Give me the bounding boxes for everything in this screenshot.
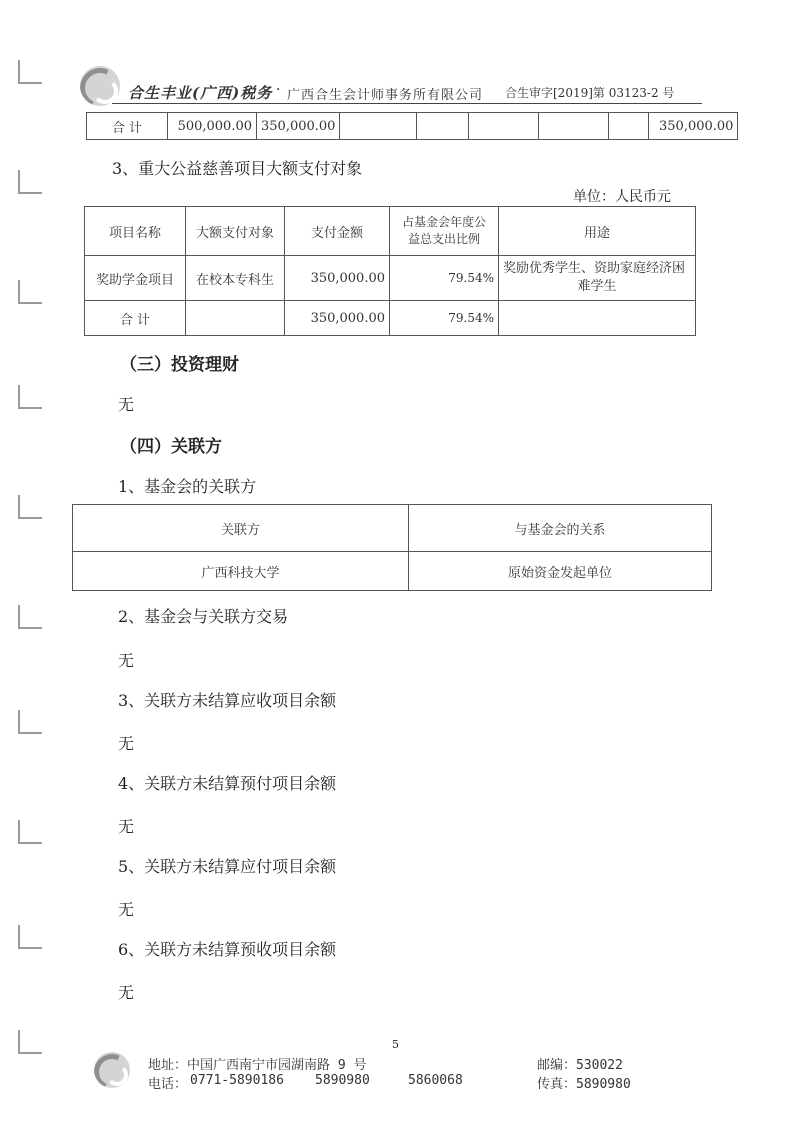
- header-rule: [112, 103, 702, 104]
- column-header: 支付金额: [285, 207, 390, 256]
- table-row: [73, 552, 712, 591]
- empty-cell: [469, 113, 539, 140]
- table-cell: 350,000.00: [285, 301, 390, 336]
- total-cell: 500,000.00: [168, 113, 257, 140]
- company-logo-icon: [80, 66, 120, 106]
- section-heading: （三）投资理财: [120, 355, 239, 375]
- footer-phone-label: 电话：: [148, 1077, 188, 1092]
- header-separator: ·: [276, 82, 281, 98]
- column-header: 用途: [499, 207, 696, 256]
- table-row: [85, 301, 696, 336]
- column-header: 关联方: [73, 505, 409, 552]
- column-header: [390, 207, 499, 256]
- empty-cell: [186, 301, 285, 336]
- table-cell: 原始资金发起单位: [409, 552, 712, 591]
- body-text: 无: [118, 983, 135, 1002]
- table-cell: 79.54%: [390, 301, 499, 336]
- body-text: 无: [118, 817, 135, 836]
- subheading: 6、关联方未结算预收项目余额: [118, 940, 337, 959]
- table-cell: [499, 256, 696, 301]
- binder-mark: [18, 605, 42, 629]
- binder-mark: [18, 385, 42, 409]
- subheading: 4、关联方未结算预付项目余额: [118, 774, 337, 793]
- footer-phone: 5890980: [315, 1073, 370, 1088]
- subheading: 2、基金会与关联方交易: [118, 607, 289, 626]
- footer-address: 地址：中国广西南宁市园湖南路 9 号: [148, 1058, 367, 1073]
- column-header: 项目名称: [85, 207, 186, 256]
- column-header: 大额支付对象: [186, 207, 285, 256]
- company-logo-icon: [94, 1052, 130, 1088]
- summary-table: [86, 112, 738, 140]
- cell-text-line: 奖励优秀学生、资助家庭经济困: [503, 261, 686, 276]
- empty-cell: [499, 301, 696, 336]
- header-doc-number: 合生审字[2019]第 03123-2 号: [505, 86, 675, 100]
- table-row: [87, 113, 738, 140]
- header-text-line: 占基金会年度公: [401, 215, 486, 229]
- header-text-line: 益总支出比例: [407, 232, 480, 246]
- empty-cell: [609, 113, 649, 140]
- table-row: [73, 505, 712, 552]
- footer-postcode: 邮编：530022: [537, 1058, 623, 1073]
- header-brand: 合生丰业(广西)税务: [128, 84, 273, 102]
- empty-cell: [539, 113, 609, 140]
- binder-mark: [18, 170, 42, 194]
- binder-mark: [18, 280, 42, 304]
- footer-fax: 传真：5890980: [537, 1077, 631, 1092]
- binder-mark: [18, 925, 42, 949]
- body-text: 无: [118, 900, 135, 919]
- unit-label: 单位：人民币元: [573, 189, 671, 205]
- empty-cell: [417, 113, 469, 140]
- binder-mark: [18, 710, 42, 734]
- subheading: 5、关联方未结算应付项目余额: [118, 857, 337, 876]
- table-cell: 广西科技大学: [73, 552, 409, 591]
- header-company: 广西合生会计师事务所有限公司: [287, 88, 484, 103]
- body-text: 无: [118, 734, 135, 753]
- body-text: 无: [118, 651, 135, 670]
- table-cell: 79.54%: [390, 256, 499, 301]
- table-cell: 在校本专科生: [186, 256, 285, 301]
- total-label: 合 计: [85, 301, 186, 336]
- total-label: 合 计: [87, 113, 168, 140]
- binder-mark: [18, 495, 42, 519]
- total-cell: 350,000.00: [257, 113, 340, 140]
- binder-mark: [18, 820, 42, 844]
- subheading: 3、关联方未结算应收项目余额: [118, 691, 337, 710]
- related-party-table: [72, 504, 712, 591]
- page-number: 5: [392, 1038, 399, 1051]
- section-heading: 3、重大公益慈善项目大额支付对象: [112, 159, 363, 178]
- column-header: 与基金会的关系: [409, 505, 712, 552]
- table-row: [85, 256, 696, 301]
- payment-table: [84, 206, 696, 336]
- footer-phone: 0771-5890186: [190, 1073, 284, 1088]
- binder-mark: [18, 1030, 42, 1054]
- table-row: [85, 207, 696, 256]
- section-heading: （四）关联方: [120, 437, 222, 457]
- table-cell: 奖助学金项目: [85, 256, 186, 301]
- binder-mark: [18, 60, 42, 84]
- subheading: 1、基金会的关联方: [118, 477, 257, 496]
- total-cell: 350,000.00: [649, 113, 738, 140]
- table-cell: 350,000.00: [285, 256, 390, 301]
- body-text: 无: [118, 395, 135, 414]
- cell-text-line: 难学生: [577, 279, 617, 294]
- footer-phone: 5860068: [408, 1073, 463, 1088]
- empty-cell: [340, 113, 417, 140]
